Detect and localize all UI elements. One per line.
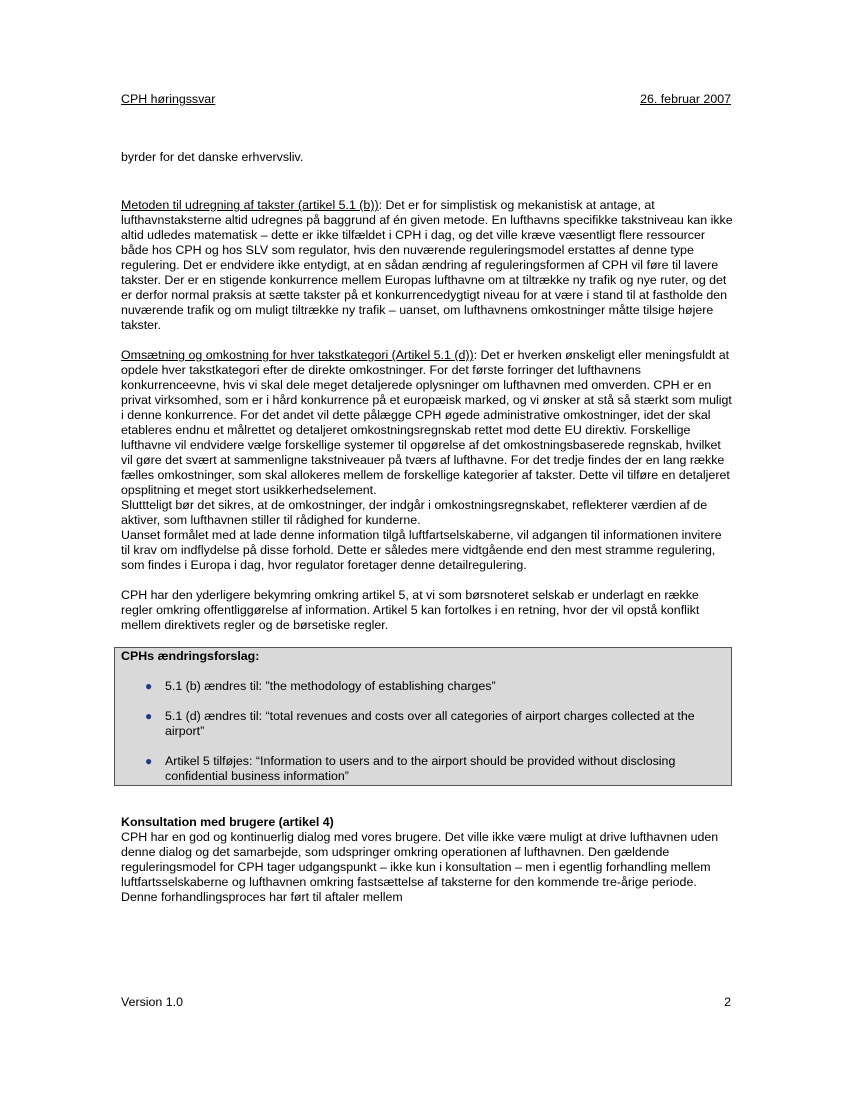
proposal-list [121,679,725,784]
page-number: 2 [724,995,731,1009]
bullet-icon: ● [145,754,153,768]
proposal-item [121,679,725,694]
bullet-icon: ● [145,679,153,693]
page-footer [121,995,731,1010]
page-header [121,92,731,107]
revenue-body: : Det er hverken ønskeligt eller meningsfuldt at opdele hver takstkategori efter de direkte omkostninger. For det første forringer det lufthavnens konkurrenceevne, hvis vi skal dele meget detaljerede oplysninger om lufthavnen med omverden. CPH er en privat virksomhed, som er i hård konkurrence på et europæisk marked, og vi ønsker at stå så stærkt som muligt i denne konkurrence. For det andet vil dette pålægge CPH øgede administrative omkostninger, idet der skal etableres endnu et målrettet og detaljeret omkostningsregnskab rettet mod dette EU direktiv. Forskellige lufthavne vil endvidere vælge forskellige systemer til opgørelse af det omkostningsbaserede regnskab, hvilket vil gøre det svært at sammenligne takstniveauer på tværs af lufthavne. For det tredje findes der en lang række fælles omkostninger, som skal allokeres mellem de forskellige kategorier af takster. Dette vil tilføre en detaljeret opsplitning et meget stort usikkerhedselement. [121,348,732,497]
revenue-paragraph-3: Uanset formålet med at lade denne information tilgå luftfartselskaberne, vil adgangen til informationen invitere til krav om indflydelse på disse forhold. Dette er således mere vidtgående end den mest stramme regulering, som findes i Europa i dag, hvor regulator foretager denne detailregulering. [121,528,722,572]
proposal-item [121,754,725,784]
header-title: CPH høringssvar [121,92,216,106]
methodology-heading: Metoden til udregning af takster (artikel 5.1 (b)) [121,198,379,212]
consultation-paragraph: CPH har en god og kontinuerlig dialog med vores brugere. Det ville ikke være muligt at drive lufthavnen uden denne dialog og det samarbejde, som udspringer omkring operationen af lufthavnen. Den gældende reguleringsmodel for CPH tager udgangspunkt – ikke kun i konsultation – men i egentlig forhandling mellem luftfartsselskaberne og lufthavnen omkring fastsættelse af taksterne for den kommende tre-årige periode. Denne forhandlingsproces har ført til aftaler mellem [121,830,719,904]
revenue-paragraph-2: Sluttteligt bør det sikres, at de omkostninger, der indgår i omkostningsregnskabet, reflekterer værdien af de aktiver, som lufthavnen stiller til rådighed for kunderne. [121,498,708,527]
footer-version: Version 1.0 [121,995,183,1009]
concern-paragraph: CPH har den yderligere bekymring omkring artikel 5, at vi som børsnoteret selskab er underlagt en række regler omkring offentliggørelse af information. Artikel 5 kan fortolkes i en retning, hvor der vil opstå konflikt mellem direktivets regler og de børsetiske regler. [121,588,700,632]
document-body [121,150,733,905]
revenue-heading: Omsætning og omkostning for hver takstkategori (Artikel 5.1 (d)) [121,348,474,362]
methodology-body: : Det er for simplistisk og mekanistisk at antage, at lufthavnstaksterne altid udregnes på baggrund af én given metode. En lufthavns specifikke takstniveau kan ikke altid udledes matematisk – dette er ikke tilfældet i CPH i dag, og det ville kræve væsentligt flere ressourcer både hos CPH og hos SLV som regulator, hvis den nuværende reguleringsmodel erstattes af denne type regulering. Det er endvidere ikke entydigt, at en sådan ændring af reguleringsformen af CPH vil føre til lavere takster. Der er en stigende konkurrence mellem Europas lufthavne om at tiltrække ny trafik og nye ruter, og det er derfor normal praksis at sætte takster på et konkurrencedygtigt niveau for at være i stand til at fastholde den nuværende trafik og om muligt tiltrække ny trafik – uanset, om lufthavnens omkostninger måtte tilsige højere takster. [121,198,733,332]
proposal-box [114,647,732,786]
intro-paragraph: byrder for det danske erhvervsliv. [121,150,304,164]
methodology-paragraph [121,198,733,333]
proposal-item [121,709,725,739]
revenue-paragraph [121,348,733,498]
consultation-heading: Konsultation med brugere (artikel 4) [121,815,334,829]
proposal-item-text: 5.1 (b) ændres til: ”the methodology of establishing charges” [165,679,496,693]
header-date: 26. februar 2007 [640,92,731,106]
bullet-icon: ● [145,709,153,723]
proposal-item-text: 5.1 (d) ændres til: “total revenues and costs over all categories of airport charges collected at the airport” [165,709,695,738]
proposal-item-text: Artikel 5 tilføjes: “Information to users and to the airport should be provided without disclosing confidential business information” [165,754,676,783]
proposal-title: CPHs ændringsforslag: [121,649,260,663]
